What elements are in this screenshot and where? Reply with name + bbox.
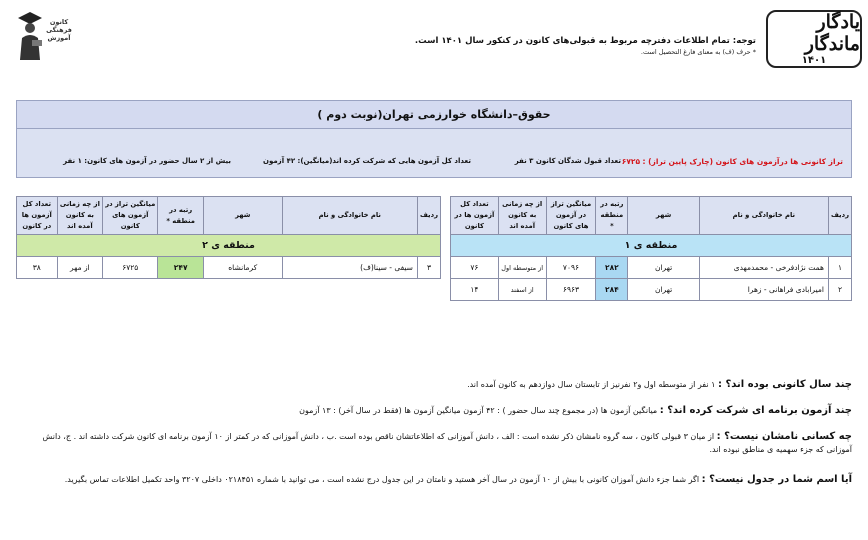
cell-since: از متوسطه اول — [498, 257, 546, 279]
org-logo — [12, 6, 74, 70]
region1-label: منطقه ی ۱ — [451, 235, 852, 257]
cell-row: ۳ — [417, 257, 440, 279]
cell-city: تهران — [628, 257, 699, 279]
header-row-num: ردیف — [828, 197, 851, 235]
cell-count: ۷۶ — [451, 257, 499, 279]
cell-name: همت نژادفرخی - محمدمهدی — [699, 257, 828, 279]
cell-count: ۱۴ — [451, 279, 499, 301]
header-avg: میانگین تراز در آزمون های کانون — [546, 197, 596, 235]
header-count: تعداد کل آزمون ها در کانون — [17, 197, 58, 235]
qa-item — [16, 404, 852, 417]
region-row — [17, 235, 441, 257]
table-row — [17, 257, 441, 279]
header-row-num: ردیف — [417, 197, 440, 235]
qa-answer: اگر شما جزء دانش آموزان کانونی با بیش از ۱۰ آزمون در سال آخر هستید و نامتان در این جدول درج نشده است ، می توانید با شماره ۰۲۱۸۴۵۱ داخلی ۳۲۰۷ واحد تکمیل اطلاعات تماس بگیرید. — [64, 475, 700, 484]
cell-city: کرمانشاه — [203, 257, 282, 279]
qa-answer: از میان ۳ قبولی کانون ، سه گروه نامشان ذکر نشده است : الف ، دانش آموزانی که اطلاعاتشان ناقص بوده است .ب ، دانش آموزانی که در کمتر از ۱۰ آزمون برنامه ای کانون شرکت داشته اند . ج، دانش آموزانی که جزء سهمیه ی مناطق نبوده اند. — [42, 432, 852, 454]
cell-name: سیفی - سینا(ف) — [282, 257, 417, 279]
brand-title: یادگار ماندگار — [804, 11, 860, 55]
cell-rank: ۲۴۷ — [158, 257, 204, 279]
table-header-row — [17, 197, 441, 235]
header-rank: رتبه در منطقه * — [158, 197, 204, 235]
cell-avg: ۷۰۹۶ — [546, 257, 596, 279]
program-title: حقوق–دانشگاه خوارزمی تهران(نوبت دوم ) — [17, 101, 851, 129]
table-header-row — [451, 197, 852, 235]
region2-label: منطقه ی ۲ — [17, 235, 441, 257]
qa-answer: میانگین آزمون ها (در مجموع چند سال حضور ) : ۴۲ آزمون میانگین آزمون ها (فقط در سال آخر) : ۱۳ آزمون — [299, 406, 658, 415]
cell-row: ۲ — [828, 279, 851, 301]
program-banner — [16, 100, 852, 178]
cell-since: از مهر — [57, 257, 102, 279]
program-stats — [17, 157, 851, 171]
table-row — [451, 257, 852, 279]
stat-admitted: تعداد قبول شدگان کانون ۳ نفر — [514, 157, 621, 165]
header-count: تعداد کل آزمون ها در کانون — [451, 197, 499, 235]
region1-table — [450, 196, 852, 301]
notice-line2: * حرف (ف) به معنای فارغ التحصیل است. — [640, 48, 756, 56]
stat-two-years: بیش از ۲ سال حضور در آزمون های کانون: ۱ نفر — [63, 157, 231, 165]
qa-answer: ۱ نفر از متوسطه اول و۲ نفرنیز از تابستان سال دوازدهم به کانون آمده اند. — [467, 380, 716, 389]
notice-line1: توجه: تمام اطلاعات دفترچه مربوط به قبولی‌های کانون در کنکور سال ۱۴۰۱ است. — [414, 36, 756, 46]
org-logo-text: کانون فرهنگی آموزش — [46, 18, 72, 42]
cell-row: ۱ — [828, 257, 851, 279]
brand-logo — [766, 10, 862, 68]
header-since: از چه زمانی به کانون آمده اند — [57, 197, 102, 235]
region-row — [451, 235, 852, 257]
cell-since: از اسفند — [498, 279, 546, 301]
header-rank: رتبه در منطقه * — [596, 197, 628, 235]
cell-avg: ۶۹۶۳ — [546, 279, 596, 301]
header-avg: میانگین تراز در آزمون های کانون — [103, 197, 158, 235]
qa-question: چند سال کانونی بوده اند؟ : — [717, 379, 852, 390]
cell-rank: ۲۸۲ — [596, 257, 628, 279]
qa-item — [16, 473, 852, 486]
region2-table — [16, 196, 441, 279]
notice — [396, 35, 756, 57]
qa-question: آیا اسم شما در جدول نیست؟ : — [701, 474, 852, 485]
header-city: شهر — [203, 197, 282, 235]
graduate-icon — [16, 10, 44, 60]
cell-count: ۳۸ — [17, 257, 58, 279]
brand-year: ۱۴۰۱ — [801, 55, 827, 66]
header-name: نام خانوادگی و نام — [699, 197, 828, 235]
qa-item — [16, 430, 852, 456]
cell-avg: ۶۷۲۵ — [103, 257, 158, 279]
header-city: شهر — [628, 197, 699, 235]
header-name: نام خانوادگی و نام — [282, 197, 417, 235]
header-since: از چه زمانی به کانون آمده اند — [498, 197, 546, 235]
qa-item — [16, 378, 852, 391]
stat-min-rank: تراز کانونی ها درآزمون های کانون (چارک پایین تراز) : ۶۷۲۵ — [621, 157, 843, 166]
qa-question: چه کسانی نامشان نیست؟ : — [716, 431, 852, 442]
cell-rank: ۲۸۴ — [596, 279, 628, 301]
qa-question: چند آزمون برنامه ای شرکت کرده اند؟ : — [659, 405, 852, 416]
cell-name: امیرابادی فراهانی - زهرا — [699, 279, 828, 301]
stat-exams: تعداد کل آزمون هایی که شرکت کرده اند(میانگین): ۴۲ آزمون — [262, 157, 471, 165]
cell-city: تهران — [628, 279, 699, 301]
table-row — [451, 279, 852, 301]
